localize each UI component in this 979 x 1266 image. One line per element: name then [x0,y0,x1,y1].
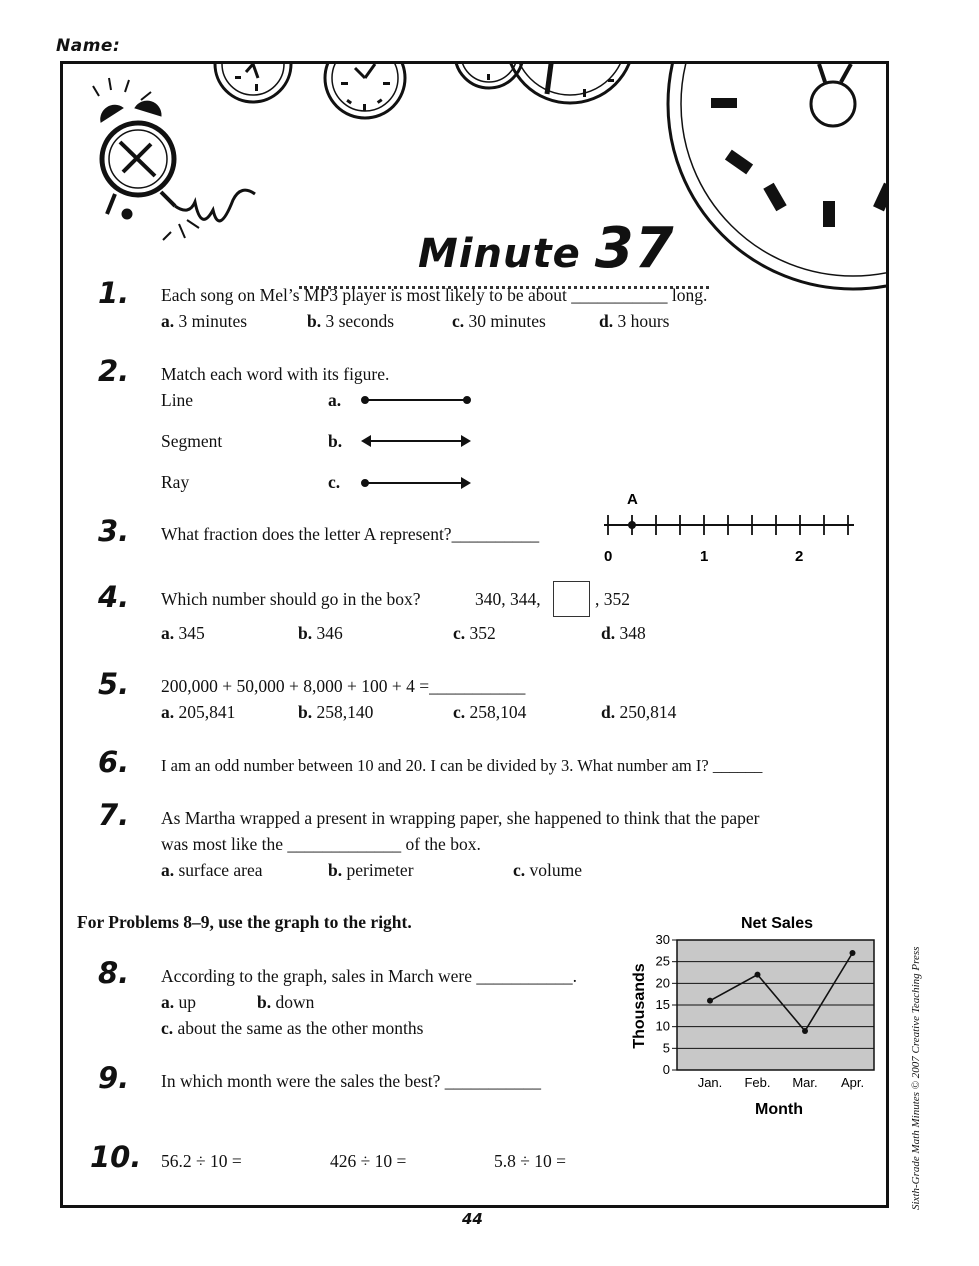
option-letter: c. [161,1018,174,1038]
q5-option-a [161,702,235,723]
q7-option-a [161,860,263,881]
option-text: 346 [316,623,343,643]
q2-letter-b: b. [328,431,343,451]
q2-word-segment: Segment [161,431,223,451]
data-point [755,972,761,978]
option-text: 258,140 [316,702,374,722]
alarm-clock-icon [93,78,255,240]
q7-option-b [328,860,414,881]
q8-number: 8. [98,956,130,990]
option-text: 348 [619,623,646,643]
y-tick-label: 10 [655,1018,670,1034]
y-tick-label: 30 [655,932,670,947]
q5-number: 5. [98,667,130,701]
option-letter: c. [513,860,526,880]
x-axis-label: Month [755,1101,803,1118]
net-sales-chart [626,906,888,1122]
page-title [418,216,675,281]
option-text: 250,814 [619,702,677,722]
option-text: 205,841 [178,702,236,722]
q3-text: What fraction does the letter A represent?__________ [161,524,540,544]
q3-number: 3. [98,514,130,548]
option-letter: b. [298,702,313,722]
title-word: Minute [418,231,581,277]
option-letter: a. [161,702,175,722]
title-number: 37 [594,216,675,281]
option-letter: c. [453,623,466,643]
q1-option-d [599,311,670,332]
option-text: 3 minutes [178,311,248,331]
x-tick-label: Apr. [840,1075,865,1090]
q4-option-a [161,623,205,644]
q4-sequence-end: , 352 [595,589,630,609]
y-tick-label: 20 [655,975,670,991]
x-tick-label: Jan. [697,1075,723,1090]
option-letter: b. [307,311,322,331]
name-label: Name: [56,36,121,56]
point-a-label: A [627,491,638,508]
q4-option-c [453,623,496,644]
option-text: 3 hours [617,311,670,331]
option-letter: d. [599,311,614,331]
answer-box[interactable] [553,581,590,617]
q1-text: Each song on Mel’s MP3 player is most likely to be about ___________ long. [161,285,708,305]
y-axis-label: Thousands [631,963,648,1049]
option-text: 3 seconds [325,311,395,331]
segment-figure [362,397,471,404]
q4-option-b [298,623,343,644]
option-letter: b. [328,860,343,880]
number-line [596,486,861,568]
q7-number: 7. [98,798,130,832]
q2-number: 2. [98,354,130,388]
option-letter: d. [601,623,616,643]
q7-line1: As Martha wrapped a present in wrapping paper, she happened to think that the paper [161,808,760,828]
q4-option-d [601,623,646,644]
q7-option-c [513,860,582,881]
q1-option-a [161,311,247,332]
q9-number: 9. [98,1061,130,1095]
option-text: down [275,992,315,1012]
option-letter: a. [161,992,175,1012]
option-text: 30 minutes [468,311,546,331]
q5-option-d [601,702,676,723]
line-figure [361,435,471,447]
option-letter: a. [161,311,175,331]
q10-item-1: 56.2 ÷ 10 = [161,1151,242,1171]
data-point [802,1028,808,1034]
x-tick-label: Mar. [792,1075,818,1090]
credit-line: Sixth-Grade Math Minutes © 2007 Creative Teaching Press [910,946,922,1210]
page-number: 44 [462,1210,483,1228]
q6-text: I am an odd number between 10 and 20. I can be divided by 3. What number am I? ______ [161,756,763,775]
q8-option-a [161,992,196,1013]
ray-figure [362,477,472,489]
option-text: surface area [178,860,263,880]
option-letter: b. [257,992,272,1012]
q10-item-2: 426 ÷ 10 = [330,1151,407,1171]
q5-option-b [298,702,373,723]
q2-word-line: Line [161,390,194,410]
clock-icon [215,64,291,102]
q8-option-b [257,992,314,1013]
clock-icon [668,64,889,289]
data-point [707,998,713,1004]
q1-option-c [452,311,546,332]
q4-sequence-start: 340, 344, [475,589,541,609]
y-tick-label: 0 [662,1062,670,1077]
q7-line2: was most like the _____________ of the box. [161,834,481,854]
option-letter: d. [601,702,616,722]
data-point [850,950,856,956]
option-letter: b. [298,623,313,643]
numberline-label-0: 0 [604,548,613,565]
y-tick-label: 5 [662,1040,670,1056]
q2-figures [355,390,480,495]
graph-instructions: For Problems 8–9, use the graph to the right. [77,912,412,932]
q8-option-c [161,1018,423,1039]
option-letter: c. [452,311,465,331]
q2-text: Match each word with its figure. [161,364,390,384]
q10-number: 10. [90,1140,142,1174]
y-tick-label: 25 [655,953,670,969]
q2-letter-a: a. [328,390,342,410]
y-tick-label: 15 [655,997,670,1012]
chart-title: Net Sales [740,915,814,932]
option-text: volume [529,860,583,880]
numberline-label-2: 2 [795,548,804,565]
q9-text: In which month were the sales the best? ___________ [161,1071,542,1091]
q4-number: 4. [98,580,130,614]
option-text: perimeter [346,860,414,880]
clock-icon [506,64,634,103]
q1-number: 1. [98,276,130,310]
option-text: up [178,992,196,1012]
q4-text: Which number should go in the box? [161,589,421,609]
option-text: about the same as the other months [177,1018,424,1038]
numberline-label-1: 1 [700,548,709,565]
q6-number: 6. [98,745,130,779]
q2-letter-c: c. [328,472,341,492]
option-letter: c. [453,702,466,722]
q10-item-3: 5.8 ÷ 10 = [494,1151,566,1171]
q8-text: According to the graph, sales in March were ___________. [161,966,578,986]
q5-option-c [453,702,526,723]
option-text: 258,104 [469,702,527,722]
option-letter: a. [161,623,175,643]
option-text: 345 [178,623,205,643]
point-a [628,521,636,529]
q5-text: 200,000 + 50,000 + 8,000 + 100 + 4 =___________ [161,676,526,696]
option-letter: a. [161,860,175,880]
q2-word-ray: Ray [161,472,190,492]
option-text: 352 [469,623,496,643]
x-tick-label: Feb. [744,1075,771,1090]
q1-option-b [307,311,394,332]
